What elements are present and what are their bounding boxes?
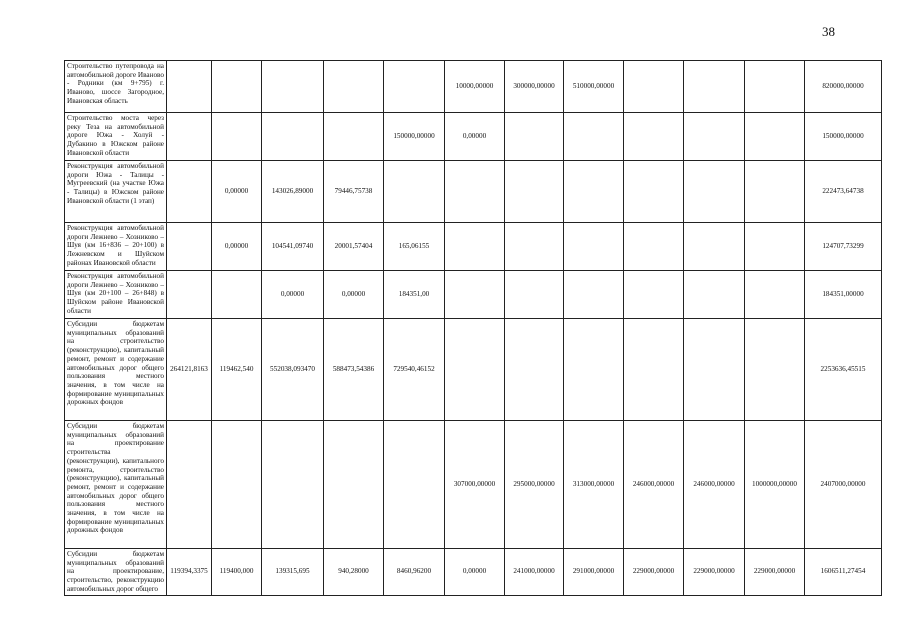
row-name-cell: Реконструкция автомобильной дороги Лежнево – Хозниково – Шуя (км 20+100 – 26+848) в Шуйском районе Ивановской области: [65, 271, 167, 319]
row-name-cell: Строительство путепровода на автомобильной дороге Иваново - Родники (км 9+795) г. Иваново, шоссе Загородное, Ивановская область: [65, 61, 167, 113]
value-cell: 20001,57404: [324, 223, 384, 271]
value-cell: 229000,00000: [745, 549, 805, 596]
value-cell: [505, 319, 564, 421]
value-cell: 1000000,00000: [745, 421, 805, 549]
value-cell: [564, 319, 624, 421]
value-cell: 729540,46152: [384, 319, 445, 421]
value-cell: 0,00000: [212, 161, 262, 223]
value-cell: [564, 161, 624, 223]
value-cell: [384, 421, 445, 549]
value-cell: [624, 271, 684, 319]
value-cell: 8460,96200: [384, 549, 445, 596]
value-cell: [445, 223, 505, 271]
value-cell: [445, 271, 505, 319]
value-cell: [745, 61, 805, 113]
value-cell: [262, 421, 324, 549]
value-cell: [212, 113, 262, 161]
value-cell: 1606511,27454: [805, 549, 882, 596]
value-cell: 184351,00: [384, 271, 445, 319]
value-cell: [684, 161, 745, 223]
value-cell: [212, 421, 262, 549]
value-cell: 2253636,45515: [805, 319, 882, 421]
value-cell: 184351,00000: [805, 271, 882, 319]
value-cell: 150000,00000: [805, 113, 882, 161]
value-cell: [564, 271, 624, 319]
value-cell: [745, 161, 805, 223]
value-cell: 229000,00000: [624, 549, 684, 596]
value-cell: 165,06155: [384, 223, 445, 271]
value-cell: [167, 113, 212, 161]
value-cell: [167, 421, 212, 549]
value-cell: [262, 113, 324, 161]
value-cell: [684, 271, 745, 319]
value-cell: [324, 421, 384, 549]
value-cell: 820000,00000: [805, 61, 882, 113]
table-row: [65, 113, 882, 161]
row-name-cell: Реконструкция автомобильной дороги Лежнево – Хозниково – Шуя (км 16+836 – 20+100) в Лежневском и Шуйском районах Ивановской области: [65, 223, 167, 271]
value-cell: [167, 271, 212, 319]
value-cell: [624, 223, 684, 271]
value-cell: 222473,64738: [805, 161, 882, 223]
table-row: [65, 271, 882, 319]
value-cell: 139315,695: [262, 549, 324, 596]
value-cell: [745, 319, 805, 421]
table-row: [65, 549, 882, 596]
value-cell: 79446,75738: [324, 161, 384, 223]
value-cell: 0,00000: [445, 549, 505, 596]
value-cell: 0,00000: [445, 113, 505, 161]
value-cell: 104541,09740: [262, 223, 324, 271]
value-cell: 124707,73299: [805, 223, 882, 271]
value-cell: 291000,00000: [564, 549, 624, 596]
value-cell: 143026,89000: [262, 161, 324, 223]
value-cell: 264121,8163: [167, 319, 212, 421]
value-cell: [212, 271, 262, 319]
value-cell: 0,00000: [212, 223, 262, 271]
value-cell: 241000,00000: [505, 549, 564, 596]
value-cell: [505, 161, 564, 223]
value-cell: [564, 223, 624, 271]
value-cell: [445, 319, 505, 421]
value-cell: [324, 113, 384, 161]
row-name-cell: Субсидии бюджетам муниципальных образований на проектирование строительства (реконструкции), капитального ремонта, строительство (реконструкцию), капитальный ремонт, ремонт и содержание автомобильных дорог общего пользования местного значения, в том числе на формирование муниципальных дорожных фондов: [65, 421, 167, 549]
value-cell: [505, 113, 564, 161]
value-cell: [505, 271, 564, 319]
value-cell: 295000,00000: [505, 421, 564, 549]
value-cell: [262, 61, 324, 113]
table-row: [65, 421, 882, 549]
value-cell: 0,00000: [262, 271, 324, 319]
value-cell: [324, 61, 384, 113]
table-row: [65, 161, 882, 223]
value-cell: 552038,093470: [262, 319, 324, 421]
value-cell: [505, 223, 564, 271]
value-cell: [167, 223, 212, 271]
value-cell: [684, 61, 745, 113]
value-cell: [745, 223, 805, 271]
value-cell: 510000,00000: [564, 61, 624, 113]
value-cell: [684, 223, 745, 271]
value-cell: 119462,540: [212, 319, 262, 421]
budget-table: [64, 60, 882, 596]
table-row: [65, 223, 882, 271]
value-cell: 313000,00000: [564, 421, 624, 549]
value-cell: [624, 61, 684, 113]
value-cell: 119400,000: [212, 549, 262, 596]
page-number: 38: [822, 24, 835, 39]
value-cell: [745, 113, 805, 161]
row-name-cell: Строительство моста через реку Теза на автомобильной дороге Южа - Холуй - Дубакино в Южском районе Ивановской области: [65, 113, 167, 161]
value-cell: 588473,54386: [324, 319, 384, 421]
value-cell: 150000,00000: [384, 113, 445, 161]
value-cell: [684, 319, 745, 421]
table-row: [65, 61, 882, 113]
value-cell: [384, 61, 445, 113]
value-cell: [212, 61, 262, 113]
value-cell: [384, 161, 445, 223]
value-cell: 940,28000: [324, 549, 384, 596]
value-cell: 2407000,00000: [805, 421, 882, 549]
value-cell: 119394,3375: [167, 549, 212, 596]
value-cell: [745, 271, 805, 319]
row-name-cell: Субсидии бюджетам муниципальных образований на строительство (реконструкцию), капитальный ремонт, ремонт и содержание автомобильных дорог общего пользования местного значения, в том числе на формирование муниципальных дорожных фондов: [65, 319, 167, 421]
value-cell: 229000,00000: [684, 549, 745, 596]
value-cell: 246000,00000: [624, 421, 684, 549]
table-row: [65, 319, 882, 421]
value-cell: 0,00000: [324, 271, 384, 319]
row-name-cell: Субсидии бюджетам муниципальных образований на проектирование, строительство, реконструкцию автомобильных дорог общего: [65, 549, 167, 596]
value-cell: [624, 161, 684, 223]
value-cell: 300000,00000: [505, 61, 564, 113]
value-cell: [684, 113, 745, 161]
value-cell: 10000,00000: [445, 61, 505, 113]
value-cell: [624, 113, 684, 161]
value-cell: 246000,00000: [684, 421, 745, 549]
value-cell: [624, 319, 684, 421]
value-cell: [445, 161, 505, 223]
value-cell: [167, 61, 212, 113]
value-cell: [167, 161, 212, 223]
row-name-cell: Реконструкция автомобильной дороги Южа - Талицы - Мугреевский (на участке Южа - Талицы) в Южском районе Ивановской области (1 этап): [65, 161, 167, 223]
value-cell: [564, 113, 624, 161]
value-cell: 307000,00000: [445, 421, 505, 549]
